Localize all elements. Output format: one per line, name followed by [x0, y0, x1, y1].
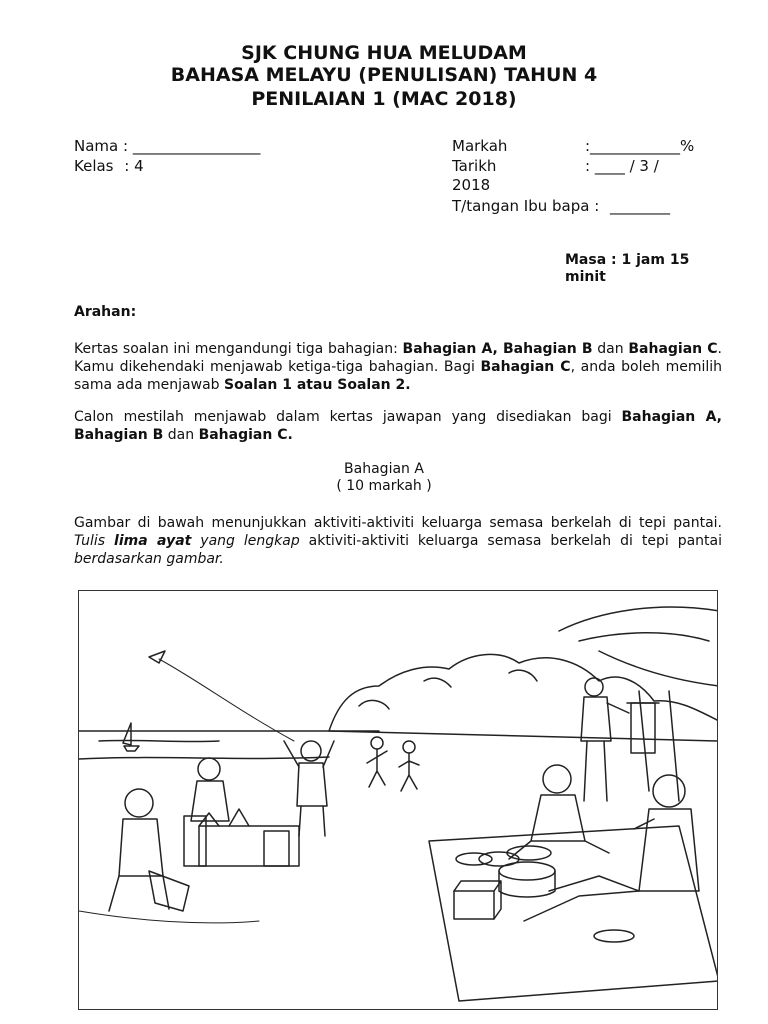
tandatangan-label: T/tangan Ibu bapa :	[452, 197, 600, 215]
subject-title: BAHASA MELAYU (PENULISAN) TAHUN 4	[170, 64, 598, 86]
school-name: SJK CHUNG HUA MELUDAM	[241, 42, 527, 64]
markah-value: :____________%	[585, 137, 695, 155]
tandatangan-blank: ________	[610, 197, 671, 215]
kelas-label: Kelas	[74, 157, 114, 175]
food-containers	[454, 853, 634, 942]
instructions-paragraph-1: Kertas soalan ini mengandungi tiga bahagian: Bahagian A, Bahagian B dan Bahagian C. Kamu dikehendaki menjawab ketiga-tiga bahagian. Bagi Bahagian C, anda boleh memilih sama ada menjawab Soalan 1 atau Soalan 2.	[74, 341, 722, 393]
kelas-value: : 4	[124, 157, 144, 175]
woman-serving-food	[479, 765, 609, 866]
instructions-heading: Arahan:	[74, 304, 137, 320]
nama-blank: _________________	[132, 137, 261, 155]
instructions-paragraph-2: Calon mestilah menjawab dalam kertas jawapan yang disediakan bagi Bahagian A, Bahagian B dan Bahagian C.	[74, 409, 722, 443]
tandatangan-line	[452, 197, 670, 216]
man-reclining-eating	[524, 775, 699, 921]
kelas-line	[74, 157, 144, 176]
sea-horizon	[79, 731, 379, 759]
section-a-question: Gambar di bawah menunjukkan aktiviti-aktiviti keluarga semasa berkelah di tepi pantai. Tulis lima ayat yang lengkap aktiviti-aktiviti keluarga semasa berkelah di tepi pantai berdasarkan gambar.	[74, 515, 722, 567]
trees-background	[329, 607, 718, 801]
children-building-castle	[191, 741, 334, 836]
tarikh-label: Tarikh	[452, 157, 497, 175]
picnic-mat	[429, 826, 718, 1001]
tarikh-line	[452, 157, 659, 176]
nama-line	[74, 137, 260, 156]
sand-castle	[184, 809, 299, 866]
tarikh-value: : ____ / 3 /	[585, 157, 659, 175]
section-a-title: Bahagian A	[344, 461, 424, 477]
kite-icon	[149, 651, 294, 741]
markah-label: Markah	[452, 137, 508, 155]
boy-with-bucket	[109, 789, 189, 911]
nama-label: Nama :	[74, 137, 129, 155]
section-a-marks: ( 10 markah )	[336, 478, 432, 494]
duration: Masa : 1 jam 15 minit	[565, 252, 690, 285]
assessment-title: PENILAIAN 1 (MAC 2018)	[251, 88, 517, 110]
tarikh-year: 2018	[452, 176, 491, 194]
beach-picnic-picture	[78, 590, 718, 1010]
running-children	[367, 737, 419, 791]
markah-line	[452, 137, 695, 156]
sailboat-icon	[123, 723, 139, 751]
man-standing-figure	[581, 678, 629, 801]
